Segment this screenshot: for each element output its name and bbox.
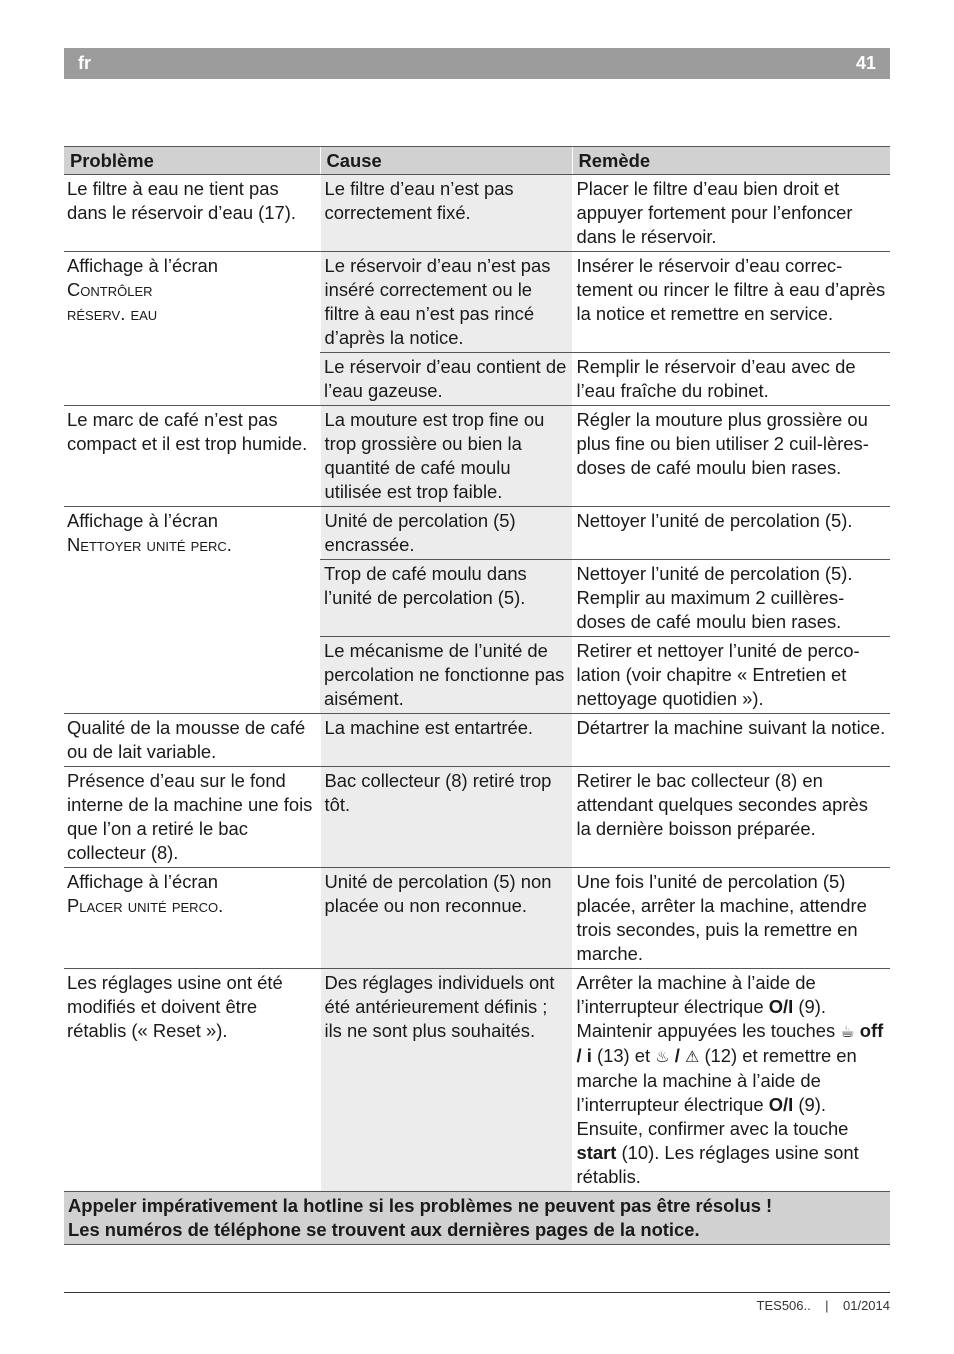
language-label: fr	[78, 53, 91, 73]
hotline-line-2: Les numéros de téléphone se trouvent aux dernières pages de la notice.	[68, 1219, 700, 1240]
table-row	[64, 969, 890, 1192]
display-message: Placer unité perco.	[67, 895, 224, 916]
header-remede: Remède	[572, 147, 890, 175]
table-row	[64, 406, 890, 507]
key-separator: /	[674, 1045, 680, 1066]
document-code: TES506.. | 01/2014	[756, 1298, 890, 1313]
remedy-text: (9). Ensuite, confirmer avec la touche	[576, 1094, 849, 1139]
table-row	[64, 252, 890, 353]
problem-cell: Le marc de café n’est pas compact et il est trop humide.	[64, 406, 320, 507]
cause-cell: Trop de café moulu dans l’unité de percolation (5).	[320, 560, 572, 637]
remedy-cell: Régler la mouture plus grossière ou plus fine ou bien utiliser 2 cuil-lères-doses de café moulu bien rases.	[572, 406, 890, 507]
table-row	[64, 767, 890, 868]
cause-cell: Unité de percolation (5) non placée ou non reconnue.	[320, 868, 572, 969]
problem-cell: Qualité de la mousse de café ou de lait variable.	[64, 714, 320, 767]
problem-cell	[64, 507, 320, 714]
table-row	[64, 868, 890, 969]
power-switch-label: O/I	[768, 996, 794, 1017]
problem-prefix: Affichage à l’écran	[67, 255, 218, 276]
problem-cell: Le filtre à eau ne tient pas dans le réservoir d’eau (17).	[64, 175, 320, 252]
footer-divider	[64, 1292, 890, 1293]
remedy-text: (13) et	[596, 1045, 651, 1066]
page-number: 41	[855, 53, 876, 73]
table-row	[64, 175, 890, 252]
coffee-cup-icon: ☕	[840, 1022, 855, 1041]
page-header-bar	[64, 48, 890, 79]
problem-cell: Les réglages usine ont été modifiés et doivent être rétablis (« Reset »).	[64, 969, 320, 1192]
display-message: réserv. eau	[67, 303, 158, 324]
cause-cell: Le réservoir d’eau contient de l’eau gazeuse.	[320, 353, 572, 406]
problem-prefix: Affichage à l’écran	[67, 510, 218, 531]
remedy-cell: Insérer le réservoir d’eau correc-tement ou rincer le filtre à eau d’après la notice et remettre en service.	[572, 252, 890, 353]
remedy-cell: Remplir le réservoir d’eau avec de l’eau fraîche du robinet.	[572, 353, 890, 406]
display-message: Contrôler	[67, 279, 153, 300]
remedy-cell: Une fois l’unité de percolation (5) placée, arrêter la machine, attendre trois secondes, puis la remettre en marche.	[572, 868, 890, 969]
remedy-cell: Retirer le bac collecteur (8) en attendant quelques secondes après la dernière boisson préparée.	[572, 767, 890, 868]
remedy-cell: Placer le filtre d’eau bien droit et appuyer fortement pour l’enfoncer dans le réservoir.	[572, 175, 890, 252]
hotline-note	[64, 1192, 890, 1245]
hotline-note-row	[64, 1192, 890, 1245]
remedy-cell: Nettoyer l’unité de percolation (5).	[572, 507, 890, 560]
cause-cell: La mouture est trop fine ou trop grossière ou bien la quantité de café moulu utilisée est trop faible.	[320, 406, 572, 507]
header-probleme: Problème	[64, 147, 320, 175]
remedy-text: (10). Les réglages usine sont rétablis.	[576, 1142, 859, 1187]
display-message: Nettoyer unité perc.	[67, 534, 232, 555]
power-switch-label: O/I	[768, 1094, 794, 1115]
warning-icon: ⚠	[684, 1047, 700, 1066]
problem-cell: Présence d’eau sur le fond interne de la machine une fois que l’on a retiré le bac collecteur (8).	[64, 767, 320, 868]
cause-cell: Bac collecteur (8) retiré trop tôt.	[320, 767, 572, 868]
steam-icon: ♨	[655, 1047, 670, 1066]
remedy-cell: Nettoyer l’unité de percolation (5). Remplir au maximum 2 cuillères-doses de café moulu bien rases.	[572, 560, 890, 637]
remedy-cell: Retirer et nettoyer l’unité de perco-lation (voir chapitre « Entretien et nettoyage quotidien »).	[572, 637, 890, 714]
cause-cell: La machine est entartrée.	[320, 714, 572, 767]
key-off-info-label: off / i	[576, 1020, 884, 1066]
table-row	[64, 714, 890, 767]
table-header-row	[64, 147, 890, 175]
remedy-text: (12) et remettre en marche la machine à l’aide de l’interrupteur électrique	[576, 1045, 857, 1115]
problem-prefix: Affichage à l’écran	[67, 871, 218, 892]
header-cause: Cause	[320, 147, 572, 175]
cause-cell: Unité de percolation (5) encrassée.	[320, 507, 572, 560]
cause-cell: Le réservoir d’eau n’est pas inséré correctement ou le filtre à eau n’est pas rincé d’après la notice.	[320, 252, 572, 353]
problem-cell	[64, 868, 320, 969]
remedy-cell	[572, 969, 890, 1192]
cause-cell: Des réglages individuels ont été antérieurement définis ; ils ne sont plus souhaités.	[320, 969, 572, 1192]
problem-cell	[64, 252, 320, 406]
cause-cell: Le filtre d’eau n’est pas correctement fixé.	[320, 175, 572, 252]
troubleshooting-table	[64, 146, 890, 1245]
table-row	[64, 507, 890, 560]
hotline-line-1: Appeler impérativement la hotline si les problèmes ne peuvent pas être résolus !	[68, 1195, 773, 1216]
remedy-cell: Détartrer la machine suivant la notice.	[572, 714, 890, 767]
remedy-text: Arrêter la machine à l’aide de l’interrupteur électrique	[576, 972, 816, 1017]
cause-cell: Le mécanisme de l’unité de percolation ne fonctionne pas aisément.	[320, 637, 572, 714]
start-key-label: start	[576, 1142, 617, 1163]
remedy-text: (9). Maintenir appuyées les touches	[576, 996, 836, 1041]
